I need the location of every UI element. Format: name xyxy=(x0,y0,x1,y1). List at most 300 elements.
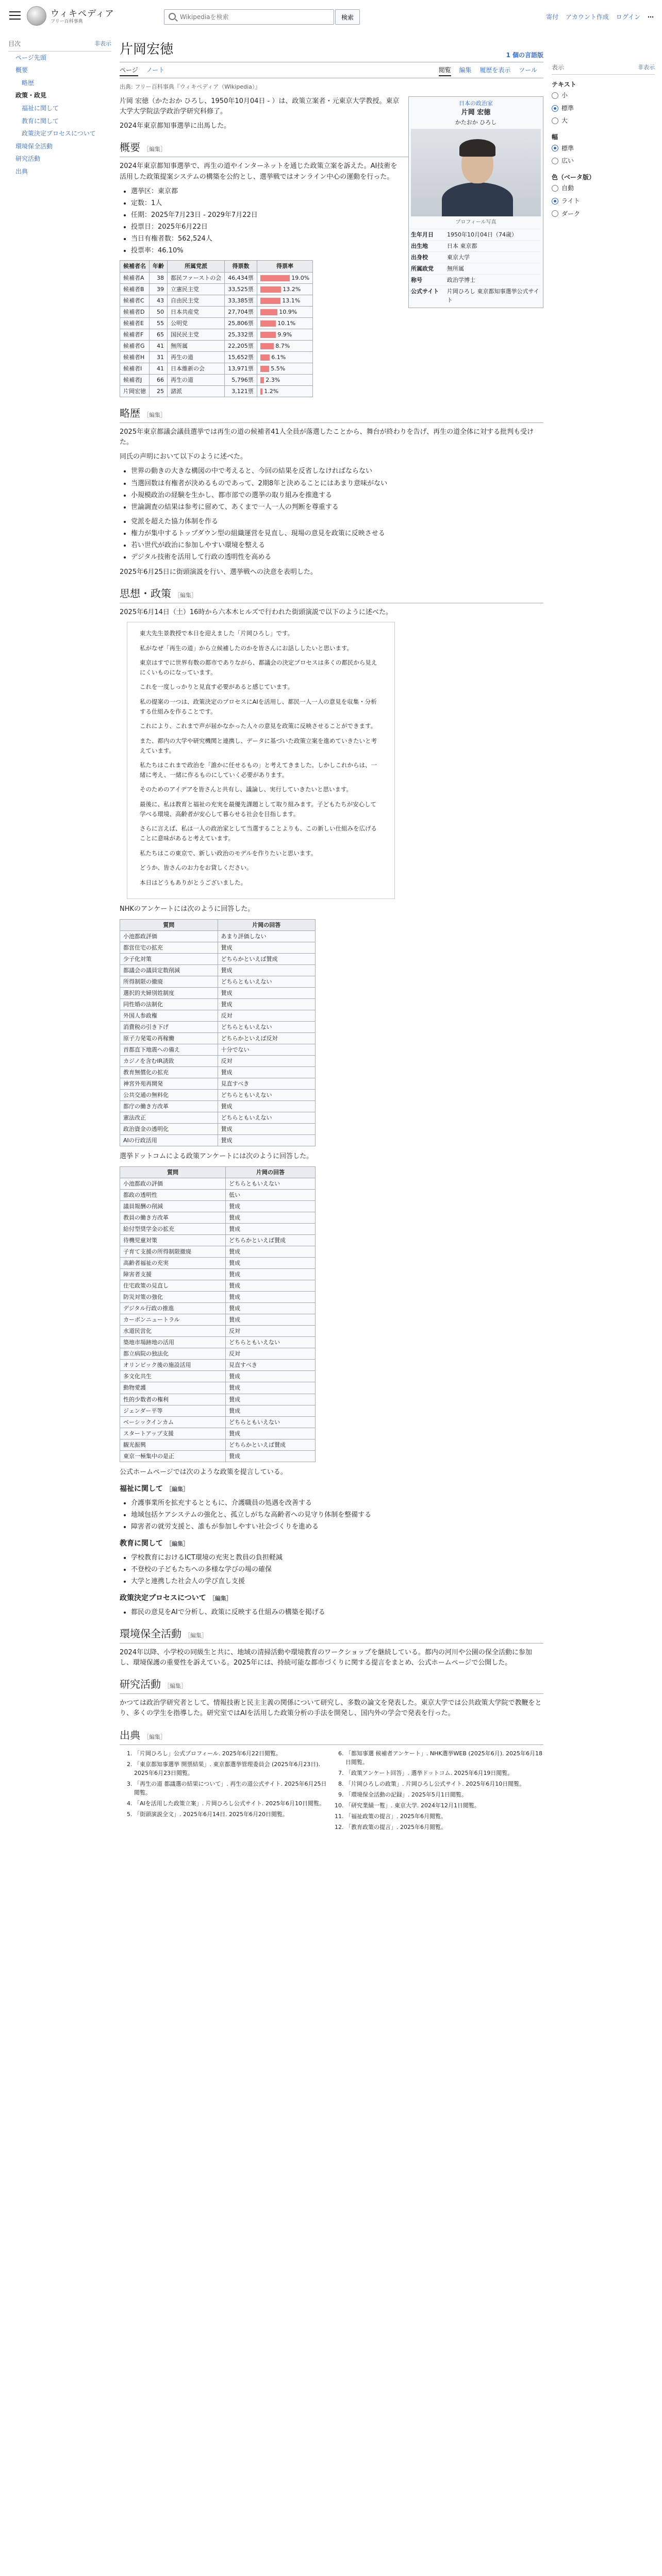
login-link[interactable]: ログイン xyxy=(616,13,641,21)
table-row xyxy=(120,1135,316,1146)
table-cell: 見直すべき xyxy=(218,1078,316,1090)
candidate-share xyxy=(257,272,312,283)
table-cell: 小池都政の評価 xyxy=(120,1178,226,1189)
reference-item: 3. 「再生の道 都議選の結果について」. 再生の道公式サイト. 2025年6月25日閲覧。 xyxy=(134,1780,332,1797)
table-cell: デジタル行政の推進 xyxy=(120,1303,226,1314)
table-cell: 反対 xyxy=(218,1056,316,1067)
toc-item[interactable]: ページ先頭 xyxy=(15,54,46,61)
search-box xyxy=(164,9,334,25)
appearance-option[interactable] xyxy=(552,114,655,127)
section-research xyxy=(120,1676,543,1694)
candidate-percent: 5.5% xyxy=(269,365,286,372)
infobox-value: 1950年10月04日（74歳） xyxy=(447,231,517,238)
table-row xyxy=(120,1314,316,1326)
statement-item: • 党派を超えた協力体制を作る xyxy=(131,517,543,527)
policy-intro: 2025年6月14日（土）16時から六本木ヒルズで行われた街頭演説で以下のように述べた。 xyxy=(120,608,393,616)
edit-link[interactable]: ［編集］ xyxy=(143,412,166,419)
table-cell: 反対 xyxy=(226,1326,316,1337)
from-wikipedia: 出典: フリー百科事典『ウィキペディア（Wikipedia）』 xyxy=(120,83,261,90)
edit-link[interactable]: ［編集］ xyxy=(174,591,197,599)
table-row xyxy=(120,976,316,987)
infobox-kana: かたおか ひろし xyxy=(455,119,497,126)
statement-item: • 当選回数は有権者が決めるものであって、2期8年と決めることにはあまり意味がない xyxy=(131,479,543,489)
table-cell: 性的少数者の権利 xyxy=(120,1394,226,1405)
table-cell: 首都直下地震への備え xyxy=(120,1044,218,1056)
policy-closing: 公式ホームページでは次のような政策を提言している。 xyxy=(120,1468,287,1476)
more-options-icon[interactable]: ⋯ xyxy=(648,13,654,21)
appearance-group-label: テキスト xyxy=(552,80,576,88)
title-row xyxy=(120,39,543,62)
table-row xyxy=(120,295,313,306)
table-cell: 多文化共生 xyxy=(120,1371,226,1382)
subsection-heading: 教育に関して xyxy=(120,1539,163,1548)
edit-link[interactable]: ［編集］ xyxy=(143,146,166,153)
table-row xyxy=(120,1360,316,1371)
candidate-share xyxy=(257,351,312,363)
radio-icon[interactable] xyxy=(552,145,558,151)
candidate-votes: 25,332票 xyxy=(225,329,257,340)
candidate-name[interactable]: 候補者C xyxy=(120,295,150,306)
radio-icon[interactable] xyxy=(552,117,558,124)
infobox-value: 片岡ひろし 東京都知事選挙公式サイト xyxy=(447,287,539,303)
table-cell: 防災対策の強化 xyxy=(120,1292,226,1303)
appearance-option[interactable] xyxy=(552,89,655,102)
quote-paragraph: これを一度しっかりと見直す必要があると感じています。 xyxy=(140,683,294,691)
radio-icon[interactable] xyxy=(552,210,558,217)
share-bar xyxy=(260,377,264,383)
candidate-age: 43 xyxy=(150,295,168,306)
candidate-party[interactable]: 諸派 xyxy=(168,386,225,397)
toc-item[interactable]: 略歴 xyxy=(22,79,35,87)
search-button[interactable]: 検索 xyxy=(335,9,360,25)
table-cell: 賛成 xyxy=(226,1200,316,1212)
appearance-header xyxy=(552,63,655,75)
election-fact: • 投票日：2025年6月22日 xyxy=(131,222,543,232)
search-input[interactable] xyxy=(180,12,329,22)
candidate-share xyxy=(257,374,312,385)
infobox-label: 出身校 xyxy=(411,253,428,261)
quote-paragraph: 私の提案の一つは、政策決定のプロセスにAIを活用し、都民一人一人の意見を収集・分析する仕組みを作ることです。 xyxy=(140,698,377,715)
candidate-age: 65 xyxy=(150,329,168,340)
reference-item: 10. 「研究業績一覧」. 東京大学. 2024年12月1日閲覧。 xyxy=(345,1801,543,1810)
statement-item: • 権力が集中するトップダウン型の組織運営を見直し、現場の意見を政策に反映させる xyxy=(131,529,543,539)
statement-item: • 世界の動きの大きな構図の中で考えると、今回の結果を反省しなければならない xyxy=(131,466,543,477)
infobox-party[interactable]: 日本の政治家 xyxy=(459,99,493,107)
table-cell: 反対 xyxy=(218,1010,316,1021)
infobox-row xyxy=(411,251,541,263)
table-cell: 賛成 xyxy=(218,1124,316,1135)
language-button[interactable]: 1 個の言語版 xyxy=(506,51,543,59)
table-row xyxy=(120,1257,316,1268)
table-row xyxy=(120,1056,316,1067)
candidate-name[interactable]: 候補者A xyxy=(120,272,150,283)
candidate-percent: 8.7% xyxy=(273,342,290,349)
education-item: • 学校教育におけるICT環境の充実と教員の負担軽減 xyxy=(131,1553,543,1563)
table-row xyxy=(120,1348,316,1360)
table-cell: 選択的夫婦別姓制度 xyxy=(120,987,218,998)
candidate-name[interactable]: 候補者E xyxy=(120,317,150,329)
logo-title: ウィキペディア xyxy=(51,9,114,19)
table-row xyxy=(120,1178,316,1189)
table-cell: 賛成 xyxy=(226,1223,316,1234)
column-header: 得票率 xyxy=(257,261,312,272)
table-row xyxy=(120,329,313,340)
reference-item: 9. 「環境保全活動の記録」. 2025年5月1日閲覧。 xyxy=(345,1790,543,1799)
tab-history[interactable]: 履歴を表示 xyxy=(479,66,511,74)
quote-paragraph: 本日はどうもありがとうございました。 xyxy=(140,878,246,886)
table-cell: 賛成 xyxy=(218,987,316,998)
edit-link[interactable]: ［編集］ xyxy=(166,1485,189,1493)
table-cell: 動物愛護 xyxy=(120,1382,226,1394)
toc-item[interactable]: 概要 xyxy=(15,66,28,74)
infobox-label: 出生地 xyxy=(411,242,428,249)
infobox-value: 東京大学 xyxy=(447,253,470,261)
radio-icon[interactable] xyxy=(552,185,558,192)
section-references xyxy=(120,1727,543,1745)
election-fact: • 定数：1人 xyxy=(131,198,543,209)
candidate-age: 55 xyxy=(150,317,168,329)
toc-item[interactable]: 出典 xyxy=(15,167,28,175)
candidate-party[interactable]: 立憲民主党 xyxy=(168,283,225,295)
reference-item: 1. 「片岡ひろし」公式プロフィール. 2025年6月22日閲覧。 xyxy=(134,1749,332,1758)
site-logo[interactable] xyxy=(27,6,130,27)
candidate-percent: 19.0% xyxy=(289,274,310,281)
candidate-name[interactable]: 候補者B xyxy=(120,283,150,295)
candidate-age: 38 xyxy=(150,272,168,283)
infobox-row xyxy=(411,229,541,240)
table-row xyxy=(120,351,313,363)
candidate-age: 50 xyxy=(150,306,168,317)
main-menu-icon[interactable] xyxy=(9,11,21,21)
environment-text: 2024年以降、小学校の同級生と共に、地域の清掃活動や環境教育のワークショップを継続している。都内の河川や公園の保全活動に参加し、環境保護の重要性を訴えている。2025年には、持続可能な都市づくりに関する提言をまとめ、公式ホームページで公開した。 xyxy=(120,1649,532,1667)
table-cell: 賛成 xyxy=(226,1405,316,1416)
tab-page[interactable]: ページ xyxy=(120,66,138,76)
table-row xyxy=(120,998,316,1010)
candidate-party[interactable]: 国民民主党 xyxy=(168,329,225,340)
table-cell: 賛成 xyxy=(218,964,316,976)
infobox-row xyxy=(411,240,541,251)
candidate-age: 41 xyxy=(150,340,168,351)
candidate-party[interactable]: 公明党 xyxy=(168,317,225,329)
candidate-share xyxy=(257,340,312,351)
intro-paragraph: 片岡 宏徳（かたおか ひろし、1950年10月04日 - ）は、政策立案者・元東京大学教授。東京大学大学院法学政治学研究科修了。 xyxy=(120,97,400,116)
table-cell: ジェンダー平等 xyxy=(120,1405,226,1416)
table-cell: 所得制限の撤廃 xyxy=(120,976,218,987)
statement-item: • 世論調査の結果は参考に留めて、あくまで一人一人の判断を尊重する xyxy=(131,502,543,513)
table-cell: どちらかといえば賛成 xyxy=(226,1234,316,1246)
option-label: 標準 xyxy=(561,144,574,152)
candidate-party[interactable]: 日本共産党 xyxy=(168,306,225,317)
candidate-share xyxy=(257,283,312,295)
table-cell: 高齢者福祉の充実 xyxy=(120,1257,226,1268)
table-row xyxy=(120,1044,316,1056)
column-header: 所属党派 xyxy=(168,261,225,272)
quote-paragraph: そのためのアイデアを皆さんと共有し、議論し、実行していきたいと思います。 xyxy=(140,786,353,793)
candidate-share xyxy=(257,386,312,397)
share-bar xyxy=(260,366,269,372)
column-header: 質問 xyxy=(120,919,218,930)
candidate-name[interactable]: 候補者I xyxy=(120,363,150,374)
candidate-age: 39 xyxy=(150,283,168,295)
column-header: 片岡の回答 xyxy=(218,919,316,930)
table-cell: 待機児童対策 xyxy=(120,1234,226,1246)
toc-item[interactable]: 福祉に関して xyxy=(22,104,59,112)
table-row xyxy=(120,363,313,374)
candidate-votes: 3,121票 xyxy=(225,386,257,397)
reference-item: 2. 「東京都知事選挙 開票結果」. 東京都選挙管理委員会 (2025年6月23日). 2025年6月23日閲覧。 xyxy=(134,1760,332,1777)
table-row xyxy=(120,1303,316,1314)
table-row xyxy=(120,1371,316,1382)
table-cell: どちらともいえない xyxy=(226,1416,316,1428)
candidate-age: 25 xyxy=(150,386,168,397)
personal-tools xyxy=(541,12,654,22)
table-cell: どちらかといえば賛成 xyxy=(218,953,316,964)
table-cell: 賛成 xyxy=(226,1280,316,1292)
table-cell: 賛成 xyxy=(226,1371,316,1382)
edit-link[interactable]: ［編集］ xyxy=(143,1733,166,1740)
appearance-option[interactable] xyxy=(552,182,655,195)
table-row xyxy=(120,964,316,976)
toc-heading: 目次 xyxy=(8,40,21,47)
tab-tools[interactable]: ツール xyxy=(519,66,537,74)
share-bar xyxy=(260,332,276,338)
table-row xyxy=(120,1246,316,1257)
table-cell: 賛成 xyxy=(226,1212,316,1223)
reference-item: 4. 「AIを活用した政策立案」. 片岡ひろし公式サイト. 2025年6月10日閲覧。 xyxy=(134,1799,332,1808)
toc-item[interactable]: 環境保全活動 xyxy=(15,142,53,150)
main-content xyxy=(120,39,543,1832)
column-header: 片岡の回答 xyxy=(226,1166,316,1178)
statement-item: • 小規模政治の経験を生かし、都市部での選挙の取り組みを推進する xyxy=(131,490,543,501)
table-cell: 障害者支援 xyxy=(120,1269,226,1280)
table-cell: 賛成 xyxy=(226,1292,316,1303)
infobox xyxy=(408,96,543,308)
table-cell: 都営住宅の拡充 xyxy=(120,942,218,953)
appearance-option[interactable] xyxy=(552,102,655,115)
table-cell: どちらかといえば反対 xyxy=(218,1032,316,1044)
infobox-name: 片岡 宏徳 xyxy=(461,108,491,116)
candidate-party[interactable]: 都民ファーストの会 xyxy=(168,272,225,283)
option-label: 広い xyxy=(561,157,574,165)
appearance-option[interactable] xyxy=(552,142,655,155)
career-paragraph-2: 同氏の声明において以下のように述べた。 xyxy=(120,453,247,461)
tab-read[interactable]: 閲覧 xyxy=(439,66,451,76)
candidate-share xyxy=(257,306,312,317)
candidate-name[interactable]: 候補者D xyxy=(120,306,150,317)
site-header xyxy=(0,0,662,33)
table-cell: 教育無償化の拡充 xyxy=(120,1067,218,1078)
candidate-name[interactable]: 候補者G xyxy=(120,340,150,351)
table-cell: 賛成 xyxy=(226,1269,316,1280)
radio-icon[interactable] xyxy=(552,198,558,205)
toc-item[interactable]: 研究活動 xyxy=(15,155,41,163)
share-bar xyxy=(260,354,270,361)
statement-item: • 若い世代が政治に参加しやすい環境を整える xyxy=(131,540,543,551)
election-fact: • 選挙区：東京都 xyxy=(131,187,543,197)
candidate-votes: 5,796票 xyxy=(225,374,257,385)
edit-link[interactable]: ［編集］ xyxy=(185,1632,207,1639)
portrait-image[interactable] xyxy=(411,129,541,216)
table-cell: 賛成 xyxy=(218,1101,316,1112)
table-row xyxy=(120,1337,316,1348)
share-bar xyxy=(260,343,274,349)
portrait-caption: プロフィール写真 xyxy=(455,219,496,226)
appearance-panel xyxy=(552,58,655,220)
candidate-percent: 10.9% xyxy=(277,308,297,315)
candidate-votes: 27,704票 xyxy=(225,306,257,317)
intro-paragraph-2: 2024年東京都知事選挙に出馬した。 xyxy=(120,122,231,130)
candidate-percent: 6.1% xyxy=(269,353,286,361)
table-cell: 都庁の働き方改革 xyxy=(120,1101,218,1112)
create-account-link[interactable]: アカウント作成 xyxy=(566,13,609,21)
table-of-contents xyxy=(8,39,111,178)
table-row xyxy=(120,1439,316,1450)
toc-hide-button[interactable]: 非表示 xyxy=(94,40,111,47)
table-row xyxy=(120,1450,316,1462)
candidate-percent: 9.9% xyxy=(275,331,292,338)
table-cell: 議員報酬の削減 xyxy=(120,1200,226,1212)
candidate-party[interactable]: 自由民主党 xyxy=(168,295,225,306)
infobox-row xyxy=(411,274,541,285)
column-header: 質問 xyxy=(120,1166,226,1178)
table-cell: 子育て支援の所得制限撤廃 xyxy=(120,1246,226,1257)
process-item: • 都民の意見をAIで分析し、政策に反映する仕組みの構築を掲げる xyxy=(131,1607,543,1618)
edit-link[interactable]: ［編集］ xyxy=(166,1540,189,1548)
table-cell: どちらともいえない xyxy=(226,1337,316,1348)
table-row xyxy=(120,1326,316,1337)
election-fact: • 投票率：46.10% xyxy=(131,246,543,256)
table-cell: 給付型奨学金の拡充 xyxy=(120,1223,226,1234)
appearance-option[interactable] xyxy=(552,195,655,208)
radio-icon[interactable] xyxy=(552,158,558,164)
table-cell: カジノを含むIR誘致 xyxy=(120,1056,218,1067)
education-item: • 不登校の子どもたちへの多様な学びの場の確保 xyxy=(131,1565,543,1575)
candidate-votes: 22,205票 xyxy=(225,340,257,351)
infobox-value: 日本 東京都 xyxy=(447,242,477,249)
quote-paragraph: さらに言えば、私は一人の政治家として当選することよりも、この新しい仕組みを広げることに意味があると考えています。 xyxy=(140,825,377,842)
senkyo-survey-table xyxy=(120,1166,316,1462)
candidate-share xyxy=(257,329,312,340)
appearance-option[interactable] xyxy=(552,208,655,221)
table-row xyxy=(120,1269,316,1280)
table-cell: 見直すべき xyxy=(226,1360,316,1371)
table-row xyxy=(120,1405,316,1416)
candidate-name[interactable]: 候補者F xyxy=(120,329,150,340)
candidate-name[interactable]: 候補者H xyxy=(120,351,150,363)
table-cell: 原子力発電の再稼働 xyxy=(120,1032,218,1044)
table-cell: 賛成 xyxy=(218,942,316,953)
table-row xyxy=(120,306,313,317)
table-row xyxy=(120,1010,316,1021)
tab-talk[interactable]: ノート xyxy=(146,66,165,74)
table-row xyxy=(120,1416,316,1428)
table-cell: 賛成 xyxy=(226,1382,316,1394)
share-bar xyxy=(260,309,277,315)
toc-list xyxy=(8,52,111,178)
quote-paragraph: これにより、これまで声が届かなかった人々の意見を政策に反映させることができます。 xyxy=(140,722,377,730)
candidate-name[interactable]: 候補者J xyxy=(120,374,150,385)
candidate-party[interactable]: 無所属 xyxy=(168,340,225,351)
candidate-party[interactable]: 再生の道 xyxy=(168,351,225,363)
candidate-share xyxy=(257,295,312,306)
candidate-percent: 1.2% xyxy=(262,388,279,395)
table-row xyxy=(120,942,316,953)
tab-edit[interactable]: 編集 xyxy=(459,66,472,74)
section-heading: 概要 xyxy=(120,141,140,154)
quote-paragraph: 私がなぜ「再生の道」から立候補したのかを皆さんにお話ししたいと思います。 xyxy=(140,644,353,652)
option-label: 大 xyxy=(561,117,568,125)
toc-item[interactable]: 政策決定プロセスについて xyxy=(22,130,96,138)
nhk-survey-table xyxy=(120,919,316,1147)
table-cell: 反対 xyxy=(226,1348,316,1360)
table-row xyxy=(120,1090,316,1101)
table-row xyxy=(120,1189,316,1200)
candidate-share xyxy=(257,363,312,374)
table-cell: 憲法改正 xyxy=(120,1112,218,1124)
table-cell: オリンピック後の施設活用 xyxy=(120,1360,226,1371)
donate-link[interactable]: 寄付 xyxy=(546,13,559,21)
table-cell: 神宮外苑再開発 xyxy=(120,1078,218,1090)
edit-link[interactable]: ［編集］ xyxy=(164,1683,187,1690)
table-row xyxy=(120,1212,316,1223)
appearance-option[interactable] xyxy=(552,155,655,167)
subsection-heading: 政策決定プロセスについて xyxy=(120,1594,206,1603)
candidate-votes: 33,385票 xyxy=(225,295,257,306)
table-cell: どちらともいえない xyxy=(226,1178,316,1189)
welfare-list xyxy=(131,1498,543,1532)
table-cell: 水道民営化 xyxy=(120,1326,226,1337)
toc-item[interactable]: 教育に関して xyxy=(22,117,59,125)
table-row xyxy=(120,1234,316,1246)
quote-paragraph: 東京はすでに世界有数の都市でありながら、都議会の決定プロセスは多くの都民から見えにくいものになっています。 xyxy=(140,659,377,676)
page-tabs xyxy=(120,65,543,78)
section-heading: 研究活動 xyxy=(120,1678,161,1691)
edit-link[interactable]: ［編集］ xyxy=(209,1595,232,1602)
toc-item[interactable]: 政策・政見 xyxy=(15,92,47,99)
table-row xyxy=(120,1067,316,1078)
section-heading: 環境保全活動 xyxy=(120,1628,181,1640)
table-cell: カーボンニュートラル xyxy=(120,1314,226,1326)
appearance-hide-button[interactable]: 非表示 xyxy=(638,64,655,71)
table-cell: 政治資金の透明化 xyxy=(120,1124,218,1135)
table-cell: 賛成 xyxy=(226,1257,316,1268)
table-cell: あまり評価しない xyxy=(218,930,316,942)
subsection-heading: 福祉に関して xyxy=(120,1484,163,1493)
radio-icon[interactable] xyxy=(552,92,558,99)
table-row xyxy=(120,1112,316,1124)
table-cell: どちらともいえない xyxy=(218,1112,316,1124)
page-title: 片岡宏徳 xyxy=(120,42,174,57)
share-bar xyxy=(260,320,276,327)
subsection-welfare xyxy=(120,1484,543,1495)
infobox-label: 称号 xyxy=(411,276,422,283)
table-row xyxy=(120,1292,316,1303)
candidate-party[interactable]: 日本維新の会 xyxy=(168,363,225,374)
table-cell: 小池都政評価 xyxy=(120,930,218,942)
appearance-groups xyxy=(552,80,655,221)
candidate-name[interactable]: 片岡宏徳 xyxy=(120,386,150,397)
table-row xyxy=(120,340,313,351)
table-row xyxy=(120,1078,316,1090)
infobox-row xyxy=(411,285,541,306)
candidate-party[interactable]: 再生の道 xyxy=(168,374,225,385)
candidate-age: 66 xyxy=(150,374,168,385)
subsection-process xyxy=(120,1593,543,1604)
election-fact: • 当日有権者数：562,524人 xyxy=(131,234,543,244)
table-row xyxy=(120,317,313,329)
overview-text: 2024年東京都知事選挙で、再生の道やインターネットを通じた政策立案を訴えた。AI技術を活用した政策提案システムの構築を公約とし、選挙戦ではオンライン中心の運動を行った。 xyxy=(120,162,398,181)
radio-icon[interactable] xyxy=(552,105,558,112)
